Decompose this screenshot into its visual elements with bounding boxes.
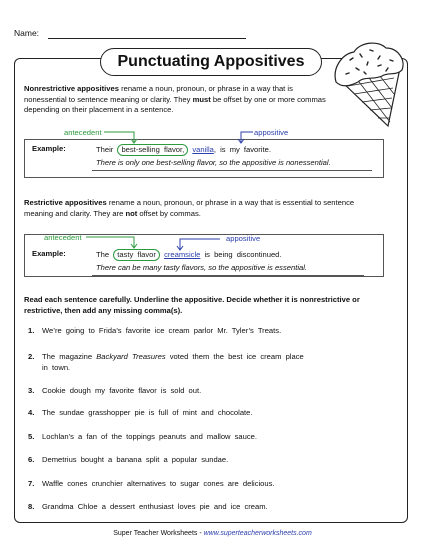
- antecedent-arrow-icon: [86, 236, 146, 250]
- name-label: Name:: [14, 28, 40, 38]
- appositive-label: appositive: [226, 234, 261, 243]
- footer: Super Teacher Worksheets - www.superteacherworksheets.com: [113, 530, 312, 537]
- example-note: There can be many tasty flavors, so the appositive is essential.: [96, 263, 308, 272]
- appositive-arrow-icon: [237, 131, 257, 145]
- antecedent-label: antecedent: [64, 128, 102, 137]
- question-3[interactable]: 3. Cookie dough my favorite flavor is sold out.: [28, 386, 202, 395]
- page-title: Punctuating Appositives: [100, 48, 322, 76]
- restrictive-definition: Restrictive appositives rename a noun, pronoun, or phrase in a way that is essential to sentence meaning and clarity. They are not offset by commas.: [24, 198, 355, 218]
- example-sentence: Their best-selling flavor, vanilla, is my favorite.: [96, 145, 271, 154]
- appositive-label: appositive: [254, 128, 289, 137]
- question-1[interactable]: 1. We’re going to Frida’s favorite ice cream parlor Mr. Tyler’s Treats.: [28, 326, 282, 335]
- question-6[interactable]: 6. Demetrius bought a banana split a popular sundae.: [28, 455, 229, 464]
- directions: Read each sentence carefully. Underline the appositive. Decide whether it is nonrestrictive or restrictive, then add any missing comma(s).: [24, 295, 360, 315]
- example-underline: [92, 275, 364, 276]
- question-8[interactable]: 8. Grandma Chloe a dessert enthusiast loves pie and ice cream.: [28, 502, 268, 511]
- example-label: Example:: [32, 144, 66, 153]
- footer-link[interactable]: www.superteacherworksheets.com: [203, 530, 312, 537]
- question-2[interactable]: 2. The magazine Backyard Treasures voted them the best ice cream place in town.: [28, 352, 304, 372]
- question-5[interactable]: 5. Lochlan’s a fan of the toppings peanuts and mallow sauce.: [28, 432, 258, 441]
- example-underline: [92, 170, 372, 171]
- question-7[interactable]: 7. Waffle cones crunchier alternatives to sugar cones are delicious.: [28, 479, 275, 488]
- ice-cream-cone-icon: [330, 38, 410, 138]
- nonrestrictive-definition: Nonrestrictive appositives rename a noun, pronoun, or phrase in a way that is nonessential to sentence meaning or clarity. They must be offset by one or more commas depending on their placement in a sentence.: [24, 84, 326, 115]
- example-sentence: The tasty flavor creamsicle is being discontinued.: [96, 250, 282, 259]
- example-note: There is only one best-selling flavor, so the appositive is nonessential.: [96, 158, 331, 167]
- antecedent-label: antecedent: [44, 233, 82, 242]
- antecedent-arrow-icon: [104, 131, 144, 145]
- example-label: Example:: [32, 249, 66, 258]
- name-line[interactable]: [48, 38, 246, 39]
- question-4[interactable]: 4. The sundae grasshopper pie is full of mint and chocolate.: [28, 408, 253, 417]
